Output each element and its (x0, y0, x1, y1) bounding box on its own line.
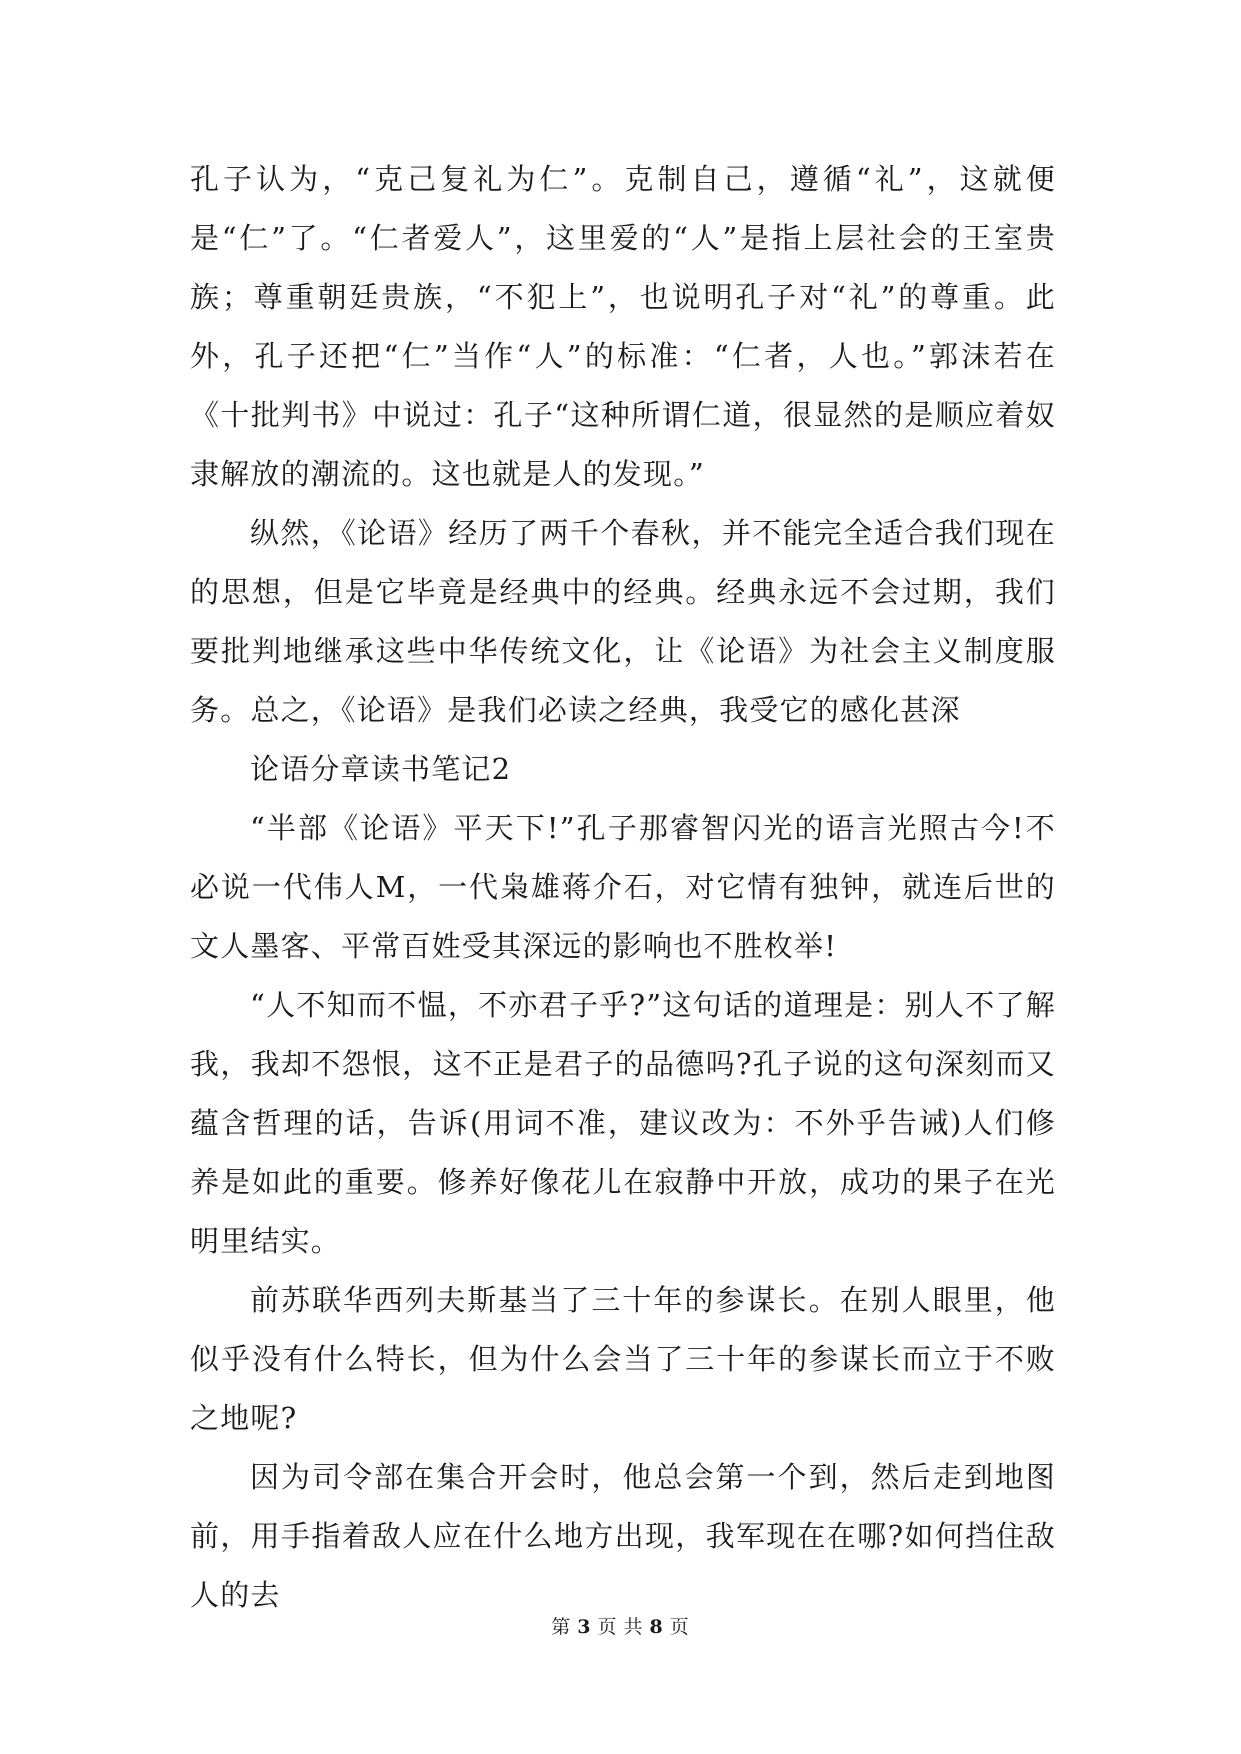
paragraph-6: 因为司令部在集合开会时，他总会第一个到，然后走到地图前，用手指着敌人应在什么地方出现，我军现在在哪?如何挡住敌人的去 (190, 1460, 1056, 1612)
section-heading: 论语分章读书笔记2 (250, 752, 512, 786)
document-body (190, 150, 1056, 1625)
paragraph-3: “半部《论语》平天下!”孔子那睿智闪光的语言光照古今!不必说一代伟人M，一代枭雄蒋介石，对它情有独钟，就连后世的文人墨客、平常百姓受其深远的影响也不胜枚举! (190, 811, 1056, 963)
footer-page-word: 页 (597, 1616, 618, 1638)
current-page-number: 3 (577, 1616, 592, 1638)
paragraph-5: 前苏联华西列夫斯基当了三十年的参谋长。在别人眼里，他似乎没有什么特长，但为什么会当了三十年的参谋长而立于不败之地呢? (190, 1283, 1056, 1435)
total-pages-number: 8 (649, 1616, 664, 1638)
page-footer (0, 1612, 1241, 1639)
footer-prefix: 第 (551, 1616, 572, 1638)
paragraph-1: 孔子认为，“克己复礼为仁”。克制自己，遵循“礼”，这就便是“仁”了。“仁者爱人”，这里爱的“人”是指上层社会的王室贵族；尊重朝廷贵族，“不犯上”，也说明孔子对“礼”的尊重。此外，孔子还把“仁”当作“人”的标准：“仁者，人也。”郭沫若在《十批判书》中说过：孔子“这种所谓仁道，很显然的是顺应着奴隶解放的潮流的。这也就是人的发现。” (190, 162, 1056, 491)
paragraph-2: 纵然，《论语》经历了两千个春秋，并不能完全适合我们现在的思想，但是它毕竟是经典中的经典。经典永远不会过期，我们要批判地继承这些中华传统文化，让《论语》为社会主义制度服务。总之，《论语》是我们必读之经典，我受它的感化甚深 (190, 516, 1056, 727)
footer-suffix: 页 (669, 1616, 690, 1638)
footer-total-word: 共 (623, 1616, 644, 1638)
paragraph-4: “人不知而不愠，不亦君子乎?”这句话的道理是：别人不了解我，我却不怨恨，这不正是君子的品德吗?孔子说的这句深刻而又蕴含哲理的话，告诉(用词不准，建议改为：不外乎告诫)人们修养是如此的重要。修养好像花儿在寂静中开放，成功的果子在光明里结实。 (190, 988, 1056, 1258)
